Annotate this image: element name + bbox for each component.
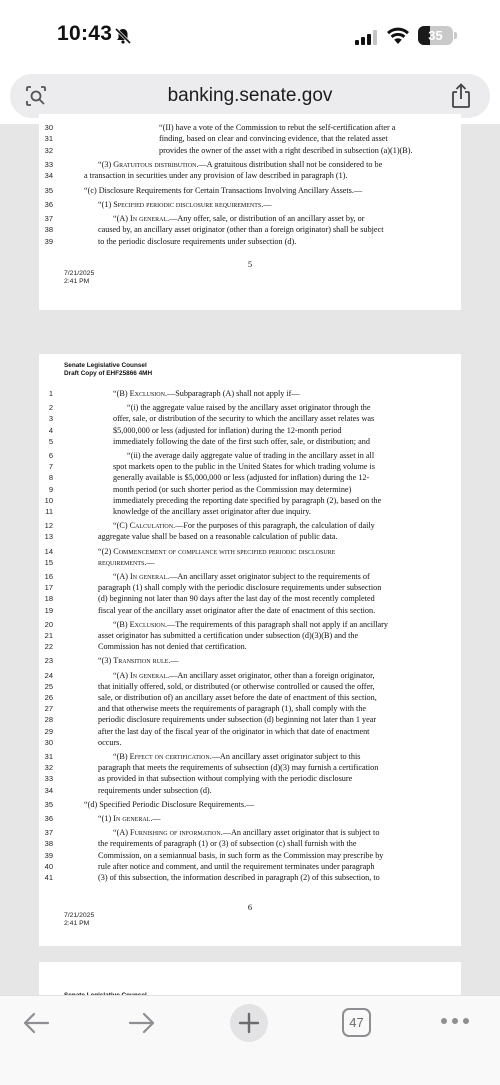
document-line <box>39 620 461 630</box>
document-line <box>39 839 461 849</box>
document-line <box>39 873 461 883</box>
line-number: 36 <box>44 199 53 209</box>
line-text: paragraph that meets the requirements of subsection (d)(3) may furnish a certification <box>98 763 379 773</box>
line-number: 30 <box>44 123 53 132</box>
line-text: sale, or distribution of) an ancillary asset before the date of enactment of this section, <box>98 693 377 702</box>
line-text: Commission has not denied that certification. <box>98 642 247 652</box>
address-bar[interactable] <box>10 74 490 118</box>
line-number: 17 <box>44 583 53 593</box>
line-text: “(A) Furnishing of information.—An ancillary asset originator that is subject to <box>113 828 380 838</box>
line-text: “(d) Specified Periodic Disclosure Requirements.— <box>84 799 255 809</box>
footer-time: 2:41 PM <box>64 920 90 927</box>
document-line <box>39 727 461 737</box>
page-number: 5 <box>247 259 253 269</box>
line-text: that initially offered, sold, or distributed (or otherwise controlled or caused the offer, <box>98 681 375 691</box>
line-text: “(ii) the average daily aggregate value of trading in the ancillary asset in all <box>127 451 375 460</box>
document-line <box>39 403 461 413</box>
line-text: “(i) the aggregate value raised by the ancillary asset originator through the <box>127 403 371 413</box>
share-icon[interactable] <box>450 83 472 109</box>
line-number: 33 <box>44 774 53 784</box>
line-number: 1 <box>48 389 53 398</box>
document-page <box>39 114 461 310</box>
line-text: and that otherwise meets the requirements of paragraph (1), shall comply with the <box>98 704 367 714</box>
line-text: requirements.— <box>98 557 155 567</box>
document-line <box>39 671 461 681</box>
footer-time: 2:41 PM <box>64 278 90 285</box>
back-arrow-icon[interactable] <box>22 1011 50 1035</box>
line-text: (3) of this subsection, the information described in paragraph (2) of this subsection, to <box>98 873 380 882</box>
line-number: 32 <box>44 145 53 155</box>
line-number: 24 <box>44 670 53 680</box>
line-number: 37 <box>44 214 53 224</box>
document-line <box>39 462 461 472</box>
line-text: paragraph (1) shall comply with the periodic disclosure requirements under subsection <box>98 583 382 593</box>
line-text: caused by, an ancillary asset originator (other than a foreign originator) shall be subject <box>98 225 384 235</box>
line-text: “(3) Transition rule.— <box>98 656 179 666</box>
document-line <box>39 828 461 838</box>
document-page <box>39 354 461 946</box>
battery-level: 35 <box>428 28 443 43</box>
line-text: offer, sale, or distribution of the security to which the ancillary asset relates was <box>113 414 375 424</box>
line-text: “(B) Effect on certification.—An ancillary asset originator subject to this <box>113 752 361 761</box>
line-text: provides the owner of the asset with a right described in subsection (a)(1)(B). <box>159 145 413 155</box>
line-number: 35 <box>44 799 53 809</box>
line-number: 40 <box>44 861 53 871</box>
line-number: 28 <box>44 715 53 725</box>
document-line <box>39 414 461 424</box>
line-number: 10 <box>44 495 53 505</box>
line-text: “(C) Calculation.—For the purposes of this paragraph, the calculation of daily <box>113 521 375 531</box>
more-options-icon[interactable] <box>440 1016 470 1026</box>
line-number: 39 <box>44 236 53 246</box>
document-line <box>39 682 461 692</box>
document-line <box>39 186 461 196</box>
line-number: 30 <box>44 737 53 747</box>
line-number: 4 <box>48 425 53 435</box>
new-tab-button[interactable] <box>230 1004 268 1042</box>
line-text: “(2) Commencement of compliance with specified periodic disclosure <box>98 546 336 556</box>
document-line <box>39 572 461 582</box>
line-text: immediately preceding the reporting date specified by paragraph (2), based on the <box>113 495 382 505</box>
line-number: 26 <box>44 693 53 702</box>
document-line <box>39 389 461 399</box>
line-text: rule after notice and comment, and until the requirement terminates under paragraph <box>98 861 375 871</box>
line-number: 16 <box>44 572 53 581</box>
document-line <box>39 214 461 224</box>
tab-switcher-button[interactable]: 47 <box>342 1008 371 1037</box>
document-line <box>39 507 461 517</box>
line-text: “(A) In general.—An ancillary asset originator subject to the requirements of <box>113 572 370 581</box>
document-line <box>39 237 461 247</box>
document-line <box>39 521 461 531</box>
line-number: 14 <box>44 546 53 556</box>
document-line <box>39 532 461 542</box>
line-number: 37 <box>44 828 53 838</box>
line-text: “(3) Gratuitous distribution.—A gratuitous distribution shall not be considered to be <box>98 159 383 169</box>
line-number: 6 <box>48 451 53 460</box>
document-line <box>39 693 461 703</box>
document-line <box>39 800 461 810</box>
document-line <box>39 814 461 824</box>
line-number: 11 <box>45 507 53 516</box>
document-line <box>39 171 461 181</box>
line-text: after the last day of the fiscal year of the originator in which that date of enactment <box>98 726 370 736</box>
document-line <box>39 851 461 861</box>
footer-date: 7/21/2025 <box>64 912 95 919</box>
document-line <box>39 485 461 495</box>
line-number: 20 <box>44 619 53 629</box>
document-line <box>39 496 461 506</box>
document-line <box>39 862 461 872</box>
document-line <box>39 200 461 210</box>
line-number: 22 <box>44 642 53 652</box>
line-number: 5 <box>48 436 53 446</box>
line-number: 18 <box>44 594 53 604</box>
url-text[interactable]: banking.senate.gov <box>167 85 333 106</box>
line-text: knowledge of the ancillary asset originator after due inquiry. <box>113 507 311 516</box>
document-line <box>39 473 461 483</box>
footer-date: 7/21/2025 <box>64 270 95 277</box>
line-number: 36 <box>44 814 53 823</box>
line-text: (d) beginning not later than 90 days after the last day of the most recently completed <box>98 594 375 604</box>
document-line <box>39 547 461 557</box>
status-time: 10:43 <box>57 22 113 45</box>
line-number: 39 <box>44 850 53 860</box>
line-text: occurs. <box>98 737 122 747</box>
page-settings-icon[interactable] <box>24 84 48 108</box>
line-number: 3 <box>48 414 53 424</box>
line-number: 31 <box>44 134 53 144</box>
battery-icon <box>418 26 458 45</box>
line-number: 38 <box>44 839 53 849</box>
line-text: generally available is $5,000,000 or less (adjusted for inflation) during the 12- <box>113 473 370 483</box>
line-number: 33 <box>44 159 53 169</box>
line-number: 2 <box>48 403 53 413</box>
document-line <box>39 134 461 144</box>
document-line <box>39 774 461 784</box>
line-text: asset originator has submitted a certification under subsection (d)(3)(B) and the <box>98 631 359 640</box>
line-number: 38 <box>44 225 53 235</box>
document-line <box>39 426 461 436</box>
line-text: “(A) In general.—Any offer, sale, or distribution of an ancillary asset by, or <box>113 214 365 224</box>
line-number: 7 <box>48 462 53 472</box>
document-line <box>39 631 461 641</box>
document-line <box>39 704 461 714</box>
status-bar <box>0 0 500 62</box>
line-number: 25 <box>44 681 53 691</box>
line-text: as provided in that subsection without complying with the periodic disclosure <box>98 774 353 784</box>
document-line <box>39 583 461 593</box>
plus-icon <box>239 1013 259 1033</box>
document-line <box>39 451 461 461</box>
line-text: requirements under subsection (d). <box>98 785 212 795</box>
line-text: spot markets open to the public in the United States for which trading volume is <box>113 462 375 472</box>
line-number: 29 <box>44 726 53 736</box>
document-line <box>39 146 461 156</box>
line-text: finding, based on clear and convincing evidence, that the related asset <box>159 134 388 144</box>
page-header-line2: Draft Copy of EHF25866 4MH <box>64 370 153 377</box>
line-number: 23 <box>44 656 53 666</box>
line-text: “(1) In general.— <box>98 814 161 823</box>
line-text: fiscal year of the ancillary asset originator after the date of enactment of this section. <box>98 605 376 615</box>
line-text: “(B) Exclusion.—The requirements of this paragraph shall not apply if an ancillary <box>113 619 388 629</box>
line-number: 8 <box>48 473 53 483</box>
line-text: $5,000,000 or less (adjusted for inflation) during the 12-month period <box>113 425 342 435</box>
line-text: “(1) Specified periodic disclosure requirements.— <box>98 199 272 209</box>
document-line <box>39 642 461 652</box>
line-text: immediately following the date of the first such offer, sale, or distribution; and <box>113 436 370 446</box>
line-text: “(c) Disclosure Requirements for Certain Transactions Involving Ancillary Assets.— <box>84 185 363 195</box>
line-text: month period (or such shorter period as the Commission may determine) <box>113 484 352 494</box>
line-number: 34 <box>44 171 53 181</box>
line-text: aggregate value shall be based on a reasonable calculation of public data. <box>98 532 338 542</box>
line-text: a transaction in securities under any provision of law described in paragraph (1). <box>84 171 348 181</box>
line-number: 35 <box>44 185 53 195</box>
line-number: 32 <box>44 763 53 773</box>
line-number: 15 <box>44 557 53 567</box>
line-text: the requirements of paragraph (1) or (3) of subsection (c) shall furnish with the <box>98 839 357 849</box>
line-text: Commission, on a semiannual basis, in such form as the Commission may prescribe by <box>98 850 384 860</box>
forward-arrow-icon[interactable] <box>128 1011 156 1035</box>
line-number: 9 <box>48 484 53 494</box>
document-line <box>39 123 461 133</box>
bell-slash-icon <box>114 27 132 45</box>
document-viewer[interactable] <box>0 124 500 995</box>
line-number: 31 <box>44 752 53 761</box>
page-number: 6 <box>247 902 253 912</box>
line-number: 12 <box>44 521 53 531</box>
document-line <box>39 752 461 762</box>
line-text: periodic disclosure requirements under subsection (d) beginning not later than 1 year <box>98 715 377 725</box>
bottom-toolbar <box>0 995 500 1085</box>
line-number: 41 <box>44 873 53 882</box>
document-line <box>39 594 461 604</box>
line-number: 27 <box>44 704 53 714</box>
cellular-signal-icon <box>355 30 377 45</box>
line-number: 19 <box>44 605 53 615</box>
page-header-line1: Senate Legislative Counsel <box>64 362 147 369</box>
document-line <box>39 738 461 748</box>
document-line <box>39 656 461 666</box>
line-text: “(B) Exclusion.—Subparagraph (A) shall not apply if— <box>113 389 300 398</box>
document-line <box>39 437 461 447</box>
line-text: “(A) In general.—An ancillary asset originator, other than a foreign originator, <box>113 670 375 680</box>
document-line <box>39 225 461 235</box>
document-line <box>39 606 461 616</box>
document-line <box>39 160 461 170</box>
document-line <box>39 715 461 725</box>
wifi-icon <box>386 26 410 45</box>
document-line <box>39 558 461 568</box>
line-number: 34 <box>44 785 53 795</box>
document-line <box>39 786 461 796</box>
document-line <box>39 763 461 773</box>
line-text: to the periodic disclosure requirements under subsection (d). <box>98 236 297 246</box>
line-number: 13 <box>44 532 53 542</box>
line-text: “(II) have a vote of the Commission to rebut the self-certification after a <box>159 123 396 132</box>
line-number: 21 <box>44 631 53 640</box>
